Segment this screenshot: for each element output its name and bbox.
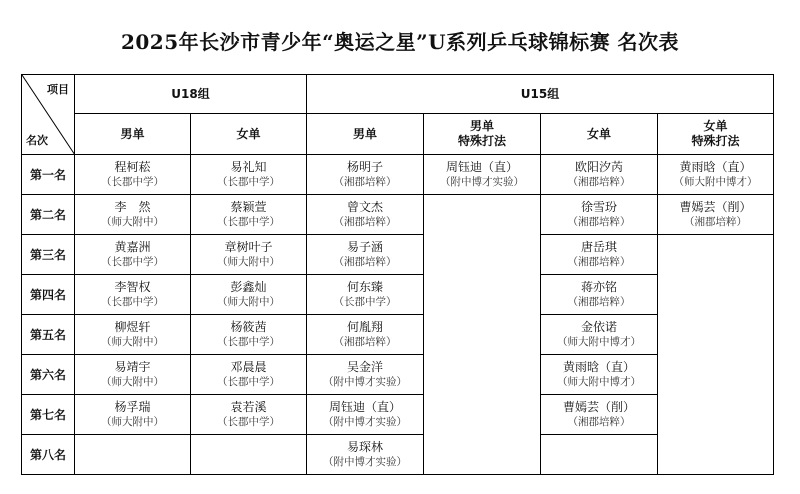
player-unit: （长郡中学）	[101, 296, 164, 308]
player-unit: （师大附中博才）	[557, 336, 642, 348]
player-name: 彭鑫灿	[230, 280, 267, 294]
empty-cell	[541, 435, 658, 475]
entry-cell	[191, 235, 307, 275]
ranking-table	[21, 74, 774, 475]
player-unit: （师大附中）	[217, 296, 280, 308]
player-name: 欧阳汐芮	[575, 160, 624, 174]
player-name: 杨筱茜	[230, 320, 267, 334]
player-name: 曹嫣芸（削）	[679, 200, 752, 214]
entry-cell	[658, 195, 774, 235]
player-name: 何胤翔	[347, 320, 384, 334]
player-name: 程柯菘	[114, 160, 151, 174]
entry-cell	[307, 395, 424, 435]
event-u15-ms: 男单	[307, 114, 424, 155]
entry-cell	[307, 355, 424, 395]
rank-label: 第五名	[22, 315, 75, 355]
entry-cell	[658, 155, 774, 195]
player-unit: （长郡中学）	[333, 296, 397, 308]
event-label-line2: 特殊打法	[691, 134, 740, 148]
event-u15-ws-special	[658, 114, 774, 155]
header-row-events	[22, 114, 774, 155]
player-unit: （长郡中学）	[217, 416, 280, 428]
player-name: 黄嘉洲	[114, 240, 151, 254]
event-label-line1: 男单	[470, 119, 495, 133]
player-unit: （长郡中学）	[217, 176, 280, 188]
entry-cell	[307, 195, 424, 235]
player-name: 黄雨晗（直）	[679, 160, 752, 174]
event-u15-ws: 女单	[541, 114, 658, 155]
player-name: 唐岳琪	[581, 240, 618, 254]
player-unit: （附中博才实验）	[323, 456, 408, 468]
event-u18-ms: 男单	[75, 114, 191, 155]
entry-cell	[191, 195, 307, 235]
player-name: 柳煜轩	[114, 320, 151, 334]
player-name: 曾文杰	[347, 200, 384, 214]
player-unit: （湘郡培粹）	[684, 216, 748, 228]
empty-cell	[75, 435, 191, 475]
event-u15-ms-special	[424, 114, 541, 155]
player-unit: （师大附中）	[101, 376, 164, 388]
player-unit: （师大附中博才）	[673, 176, 758, 188]
player-unit: （湘郡培粹）	[567, 416, 631, 428]
entry-cell	[541, 235, 658, 275]
player-unit: （师大附中）	[101, 216, 164, 228]
player-unit: （湘郡培粹）	[333, 256, 397, 268]
player-name: 蔡颖萱	[230, 200, 267, 214]
entry-cell	[424, 155, 541, 195]
rank-label: 第二名	[22, 195, 75, 235]
entry-cell	[541, 275, 658, 315]
entry-cell	[191, 355, 307, 395]
player-unit: （附中博才实验）	[323, 376, 408, 388]
player-name: 易琛林	[347, 440, 384, 454]
entry-cell	[307, 435, 424, 475]
table-row	[22, 155, 774, 195]
entry-cell	[541, 315, 658, 355]
group-u15: U15组	[307, 75, 774, 114]
entry-cell	[307, 235, 424, 275]
player-unit: （湘郡培粹）	[567, 296, 631, 308]
player-name: 蒋亦铭	[581, 280, 618, 294]
rank-label: 第四名	[22, 275, 75, 315]
player-name: 章树叶子	[224, 240, 273, 254]
player-unit: （湘郡培粹）	[333, 216, 397, 228]
entry-cell	[541, 395, 658, 435]
player-name: 李 然	[114, 200, 151, 214]
entry-cell	[307, 155, 424, 195]
player-name: 易礼知	[230, 160, 267, 174]
player-unit: （湘郡培粹）	[333, 336, 397, 348]
player-name: 杨明子	[347, 160, 384, 174]
player-unit: （湘郡培粹）	[567, 216, 631, 228]
player-name: 邓晨晨	[230, 360, 267, 374]
player-name: 易靖宇	[114, 360, 151, 374]
player-unit: （师大附中）	[217, 256, 280, 268]
table-row	[22, 235, 774, 275]
player-name: 易子涵	[347, 240, 384, 254]
player-name: 何东臻	[347, 280, 384, 294]
player-unit: （师大附中）	[101, 416, 164, 428]
rank-label: 第一名	[22, 155, 75, 195]
player-name: 黄雨晗（直）	[563, 360, 636, 374]
player-name: 周钰迪（直）	[329, 400, 402, 414]
player-unit: （长郡中学）	[217, 336, 280, 348]
entry-cell	[307, 275, 424, 315]
event-label-line2: 特殊打法	[458, 134, 507, 148]
rank-label: 第七名	[22, 395, 75, 435]
entry-cell	[307, 315, 424, 355]
player-name: 金依诺	[581, 320, 618, 334]
empty-cell	[424, 195, 541, 475]
player-unit: （湘郡培粹）	[567, 176, 631, 188]
empty-cell	[658, 235, 774, 475]
rank-label: 第八名	[22, 435, 75, 475]
corner-project-label: 项目	[47, 83, 69, 96]
header-row-groups	[22, 75, 774, 114]
entry-cell	[541, 355, 658, 395]
player-name: 李智权	[114, 280, 151, 294]
player-unit: （长郡中学）	[217, 216, 280, 228]
player-name: 曹嫣芸（削）	[563, 400, 636, 414]
player-unit: （附中博才实验）	[323, 416, 408, 428]
event-label-line1: 女单	[703, 119, 728, 133]
table-row	[22, 195, 774, 235]
rank-label: 第六名	[22, 355, 75, 395]
group-u18: U18组	[75, 75, 307, 114]
corner-rank-label: 名次	[26, 134, 48, 147]
entry-cell	[75, 275, 191, 315]
player-unit: （附中博才实验）	[440, 176, 525, 188]
empty-cell	[191, 435, 307, 475]
entry-cell	[75, 195, 191, 235]
entry-cell	[75, 155, 191, 195]
entry-cell	[75, 235, 191, 275]
entry-cell	[191, 275, 307, 315]
rank-label: 第三名	[22, 235, 75, 275]
corner-cell	[22, 75, 75, 155]
entry-cell	[191, 395, 307, 435]
player-unit: （师大附中博才）	[557, 376, 642, 388]
player-unit: （长郡中学）	[217, 376, 280, 388]
player-name: 袁若溪	[230, 400, 267, 414]
event-u18-ws: 女单	[191, 114, 307, 155]
player-name: 吴金洋	[347, 360, 384, 374]
entry-cell	[191, 315, 307, 355]
player-unit: （师大附中）	[101, 336, 164, 348]
page-title: 2025年长沙市青少年“奥运之星”U系列乒乓球锦标赛 名次表	[120, 30, 680, 54]
entry-cell	[541, 195, 658, 235]
player-unit: （长郡中学）	[101, 256, 164, 268]
player-unit: （湘郡培粹）	[567, 256, 631, 268]
entry-cell	[191, 155, 307, 195]
entry-cell	[75, 395, 191, 435]
player-unit: （湘郡培粹）	[333, 176, 397, 188]
entry-cell	[75, 315, 191, 355]
entry-cell	[75, 355, 191, 395]
player-name: 周钰迪（直）	[446, 160, 519, 174]
entry-cell	[541, 155, 658, 195]
player-name: 杨孚瑞	[114, 400, 151, 414]
player-name: 徐雪玢	[581, 200, 618, 214]
player-unit: （长郡中学）	[101, 176, 164, 188]
